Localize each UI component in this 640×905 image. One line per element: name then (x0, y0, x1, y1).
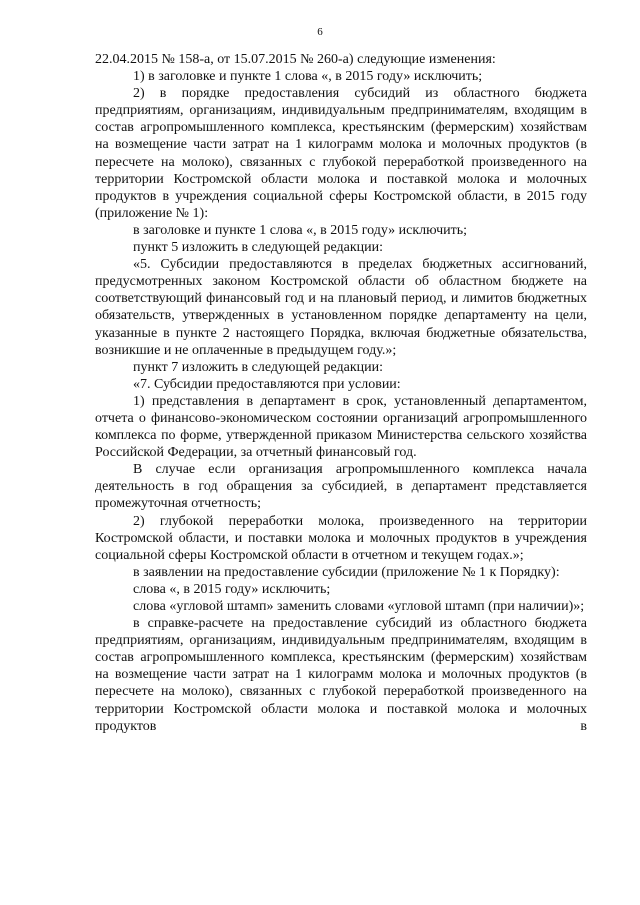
document-body (95, 51, 587, 735)
paragraph: в справке-расчете на предоставление субсидий из областного бюджета предприятиям, организациям, индивидуальным предпринимателям, входящим в состав агропромышленного комплекса, крестьянским (фермерским) хозяйствам на возмещение части затрат на 1 килограмм молока и молочных продуктов (в пересчете на молоко), связанных с глубокой переработкой произведенного на территории Костромской области молока и поставкой молока и молочных продуктов в (95, 616, 587, 734)
paragraph: пункт 5 изложить в следующей редакции: (133, 240, 383, 256)
paragraph: слова «угловой штамп» заменить словами «угловой штамп (при наличии)»; (133, 599, 585, 614)
paragraph: пункт 7 изложить в следующей редакции: (133, 359, 383, 375)
paragraph: 2) в порядке предоставления субсидий из областного бюджета предприятиям, организациям, индивидуальным предпринимателям, входящим в состав агропромышленного комплекса, крестьянским (фермерским) хозяйствам на возмещение части затрат на 1 килограмм молока и молочных продуктов (в пересчете на молоко), связанных с глубокой переработкой произведенного на территории Костромской области молока и поставкой молока и молочных продуктов в учреждения социальной сферы Костромской области, в 2015 году (приложение № 1): (95, 86, 587, 221)
page-number: 6 (317, 26, 323, 38)
paragraph: «5. Субсидии предоставляются в пределах бюджетных ассигнований, предусмотренных законом Костромской области об областном бюджете на соответствующий финансовый год и на плановый период, и лимитов бюджетных обязательств, утвержденных в установленном порядке департаменту на цели, указанные в пункте 2 настоящего Порядка, включая бюджетные обязательства, возникшие и не оплаченные в предыдущем году.»; (95, 257, 587, 358)
paragraph: 1) в заголовке и пункте 1 слова «, в 2015 году» исключить; (133, 69, 483, 85)
paragraph: слова «, в 2015 году» исключить; (133, 581, 331, 597)
paragraph: В случае если организация агропромышленного комплекса начала деятельность в год обращения за субсидией, в департамент представляется промежуточная отчетность; (95, 462, 587, 512)
paragraph: в заголовке и пункте 1 слова «, в 2015 году» исключить; (133, 222, 468, 238)
paragraph: 1) представления в департамент в срок, установленный департаментом, отчета о финансово-экономическом состоянии организаций агропромышленного комплекса по форме, утвержденной приказом Министерства сельского хозяйства Российской Федерации, за отчетный финансовый год. (95, 393, 587, 461)
paragraph: 2) глубокой переработки молока, произведенного на территории Костромской области, и поставки молока и молочных продуктов в учреждения социальной сферы Костромской области в отчетном и текущем годах.»; (95, 513, 587, 563)
paragraph: «7. Субсидии предоставляются при условии: (133, 376, 401, 392)
paragraph: 22.04.2015 № 158-а, от 15.07.2015 № 260-а) следующие изменения: (95, 52, 496, 67)
paragraph: в заявлении на предоставление субсидии (приложение № 1 к Порядку): (133, 564, 560, 580)
